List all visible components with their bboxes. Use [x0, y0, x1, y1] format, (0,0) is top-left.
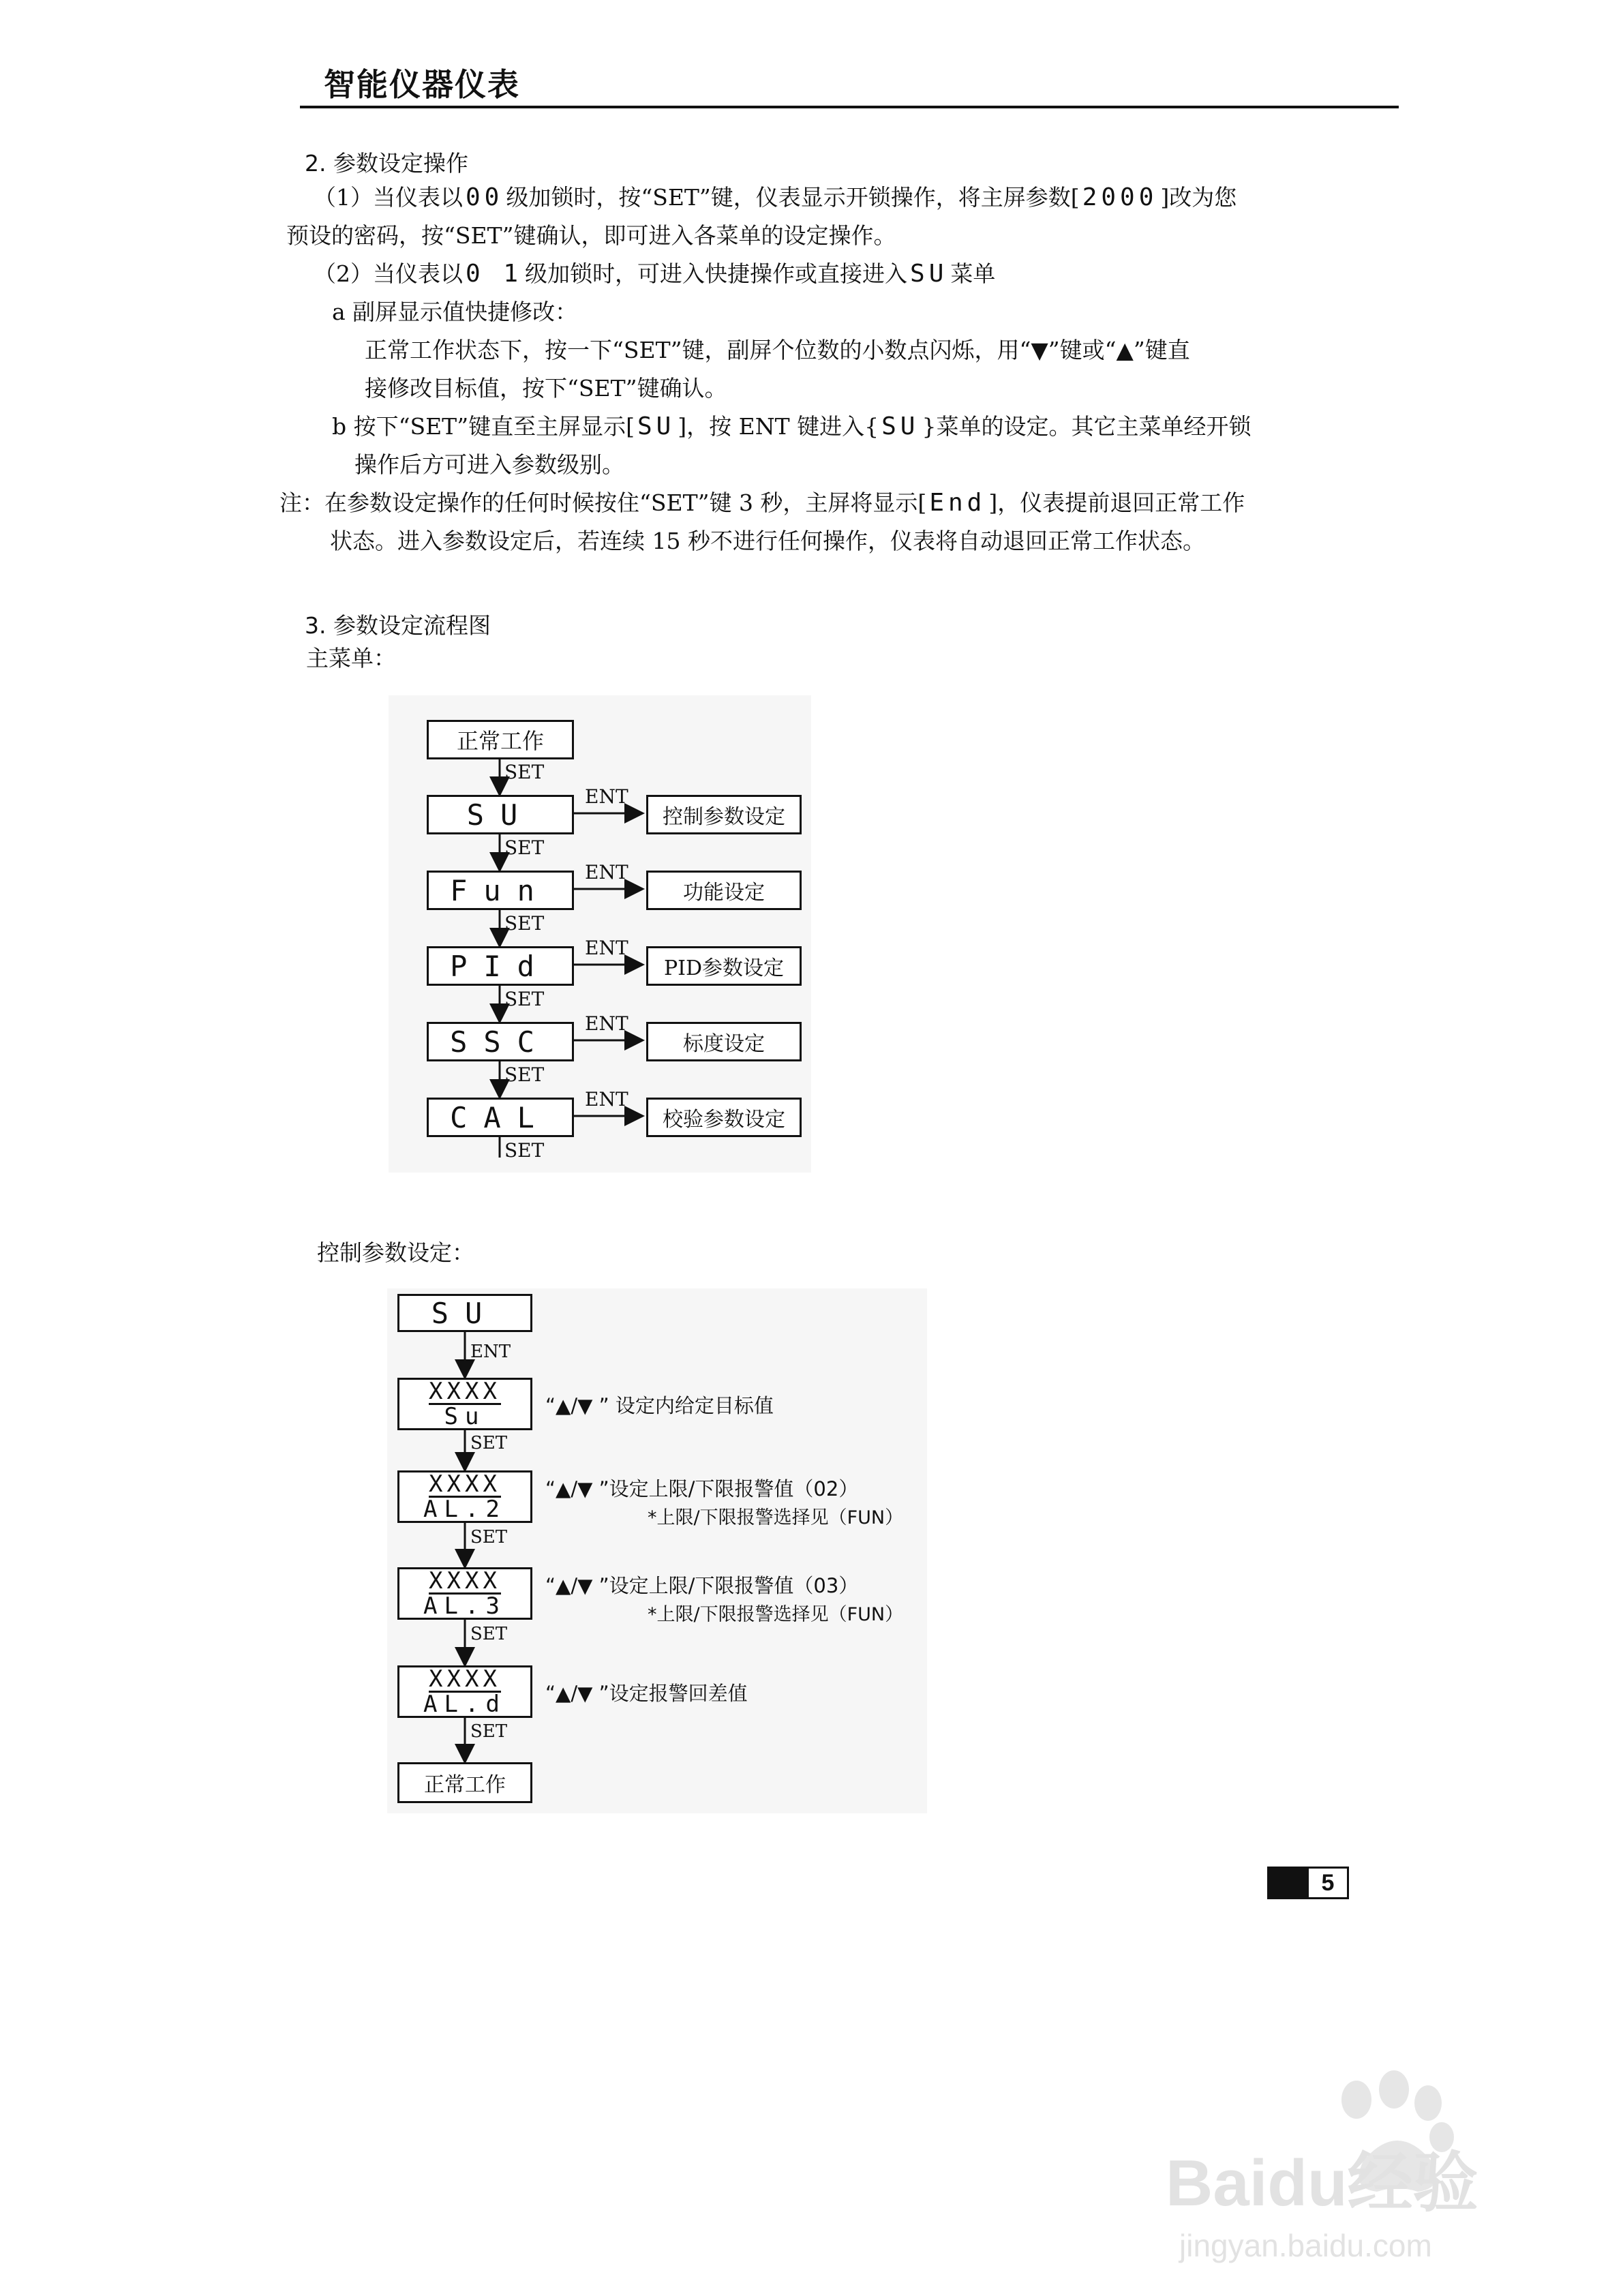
ent-label: ENT — [585, 1088, 628, 1111]
set-label: SET — [504, 988, 545, 1010]
control-node-su: SU — [397, 1294, 532, 1332]
flow-node-normal-operation: 正常工作 — [427, 720, 574, 759]
step-note: “▲/▼ ”设定上限/下限报警值（03） — [545, 1574, 859, 1597]
step-subnote: *上限/下限报警选择见（FUN） — [648, 1507, 904, 1528]
control-node-target-value — [397, 1378, 532, 1430]
text-run: 级加锁时，可进入快捷操作或直接进入 — [525, 260, 908, 287]
item-a-line-1: 正常工作状态下，按一下“SET”键，副屏个位数的小数点闪烁，用“▼”键或“▲”键直 — [365, 337, 1190, 363]
set-label: SET — [470, 1624, 508, 1644]
text-run: （1）当仪表以 — [314, 184, 463, 211]
control-node-alarm-3 — [397, 1567, 532, 1620]
display-param-code: AL.2 — [423, 1496, 506, 1523]
paragraph-2 — [314, 260, 995, 288]
flow-node-cal: CAL — [427, 1098, 574, 1137]
step-note: “▲/▼ ”设定上限/下限报警值（02） — [545, 1477, 859, 1500]
item-a-label: a 副屏显示值快捷修改： — [332, 299, 578, 325]
ent-label: ENT — [585, 937, 628, 959]
watermark-brand-text: Baidu经验 — [1166, 2147, 1478, 2220]
text-run: 菜单 — [950, 260, 996, 287]
display-value: XXXX — [429, 1378, 501, 1405]
control-node-alarm-2 — [397, 1470, 532, 1523]
text-run: （2）当仪表以 — [314, 260, 463, 287]
item-b-line-1 — [332, 413, 1251, 440]
text-run: ]改为您 — [1160, 184, 1237, 211]
set-label: SET — [504, 1063, 545, 1086]
ent-label: ENT — [585, 1012, 628, 1035]
text-run: ]，仪表提前退回正常工作 — [988, 489, 1245, 516]
page-number-block — [1269, 1869, 1309, 1897]
password-code-2000: 2000 — [1082, 183, 1158, 211]
flow-node-fun: Fun — [427, 871, 574, 910]
text-run: }菜单的设定。其它主菜单经开锁 — [922, 413, 1252, 440]
baidu-watermark-logo — [1152, 2052, 1534, 2277]
set-label: SET — [504, 1139, 545, 1162]
lock-code-01: 0 1 — [466, 260, 523, 288]
display-value: XXXX — [429, 1567, 501, 1595]
flow-target-control-params: 控制参数设定 — [646, 795, 802, 834]
menu-code-su: SU — [910, 260, 948, 288]
note-line-2: 状态。进入参数设定后，若连续 15 秒不进行任何操作，仪表将自动退回正常工作状态。 — [330, 528, 1205, 554]
display-value: XXXX — [429, 1665, 501, 1693]
flow-target-pid: PID参数设定 — [646, 946, 802, 986]
item-b-line-2: 操作后方可进入参数级别。 — [354, 451, 624, 478]
set-label: SET — [504, 912, 545, 935]
item-a-line-2: 接修改目标值，按下“SET”键确认。 — [365, 375, 727, 402]
ent-label: ENT — [470, 1342, 511, 1362]
text-run: b 按下“SET”键直至主屏显示[ — [332, 413, 635, 440]
flow-node-ssc: SSC — [427, 1022, 574, 1061]
page-number: 5 — [1321, 1869, 1335, 1896]
main-menu-label: 主菜单： — [306, 645, 396, 671]
flow-node-pid: PId — [427, 946, 574, 986]
display-param-code: AL.d — [423, 1691, 506, 1718]
step-note: “▲/▼ ”设定报警回差值 — [545, 1682, 748, 1705]
watermark-url-text: jingyan.baidu.com — [1179, 2228, 1432, 2263]
step-subnote: *上限/下限报警选择见（FUN） — [648, 1604, 904, 1625]
text-run: ]，按 ENT 键进入{ — [678, 413, 879, 440]
set-label: SET — [504, 836, 545, 859]
flow-target-function: 功能设定 — [646, 871, 802, 910]
flow-node-su: SU — [427, 795, 574, 834]
display-param-code: AL.3 — [423, 1592, 506, 1620]
text-run: 注：在参数设定操作的任何时候按住“SET”键 3 秒，主屏将显示[ — [279, 489, 927, 516]
header-rule — [300, 106, 1399, 108]
paragraph-1-line-1 — [314, 184, 1237, 211]
paw-logo-icon — [1152, 2052, 1534, 2277]
paragraph-1-line-2: 预设的密码，按“SET”键确认，即可进入各菜单的设定操作。 — [286, 222, 896, 249]
main-menu-flowchart — [389, 695, 811, 1173]
control-node-alarm-hysteresis — [397, 1665, 532, 1718]
set-label: SET — [470, 1721, 508, 1742]
menu-code-su: SU — [881, 412, 920, 440]
section-2-heading: 2. 参数设定操作 — [305, 150, 468, 177]
flow-target-scale: 标度设定 — [646, 1022, 802, 1061]
display-param-code: Su — [444, 1403, 486, 1430]
menu-code-su: SU — [637, 412, 676, 440]
document-header-title: 智能仪器仪表 — [324, 66, 520, 103]
control-params-label: 控制参数设定： — [317, 1239, 474, 1266]
text-run: 级加锁时，按“SET”键，仪表显示开锁操作，将主屏参数[ — [506, 184, 1080, 211]
step-note: “▲/▼ ” 设定内给定目标值 — [545, 1394, 774, 1417]
lock-code-00: 00 — [466, 183, 504, 211]
note-line-1 — [279, 489, 1245, 517]
display-value: XXXX — [429, 1470, 501, 1498]
set-label: SET — [504, 761, 545, 783]
set-label: SET — [470, 1433, 508, 1453]
control-node-normal-operation: 正常工作 — [397, 1762, 532, 1803]
section-3-heading: 3. 参数设定流程图 — [305, 612, 491, 639]
ent-label: ENT — [585, 785, 628, 808]
control-params-flowchart — [387, 1288, 927, 1813]
page-number-badge — [1267, 1867, 1349, 1899]
control-flow-connectors — [387, 1288, 927, 1813]
end-code: End — [929, 489, 986, 517]
ent-label: ENT — [585, 861, 628, 883]
set-label: SET — [470, 1527, 508, 1547]
flow-target-calibration: 校验参数设定 — [646, 1098, 802, 1137]
